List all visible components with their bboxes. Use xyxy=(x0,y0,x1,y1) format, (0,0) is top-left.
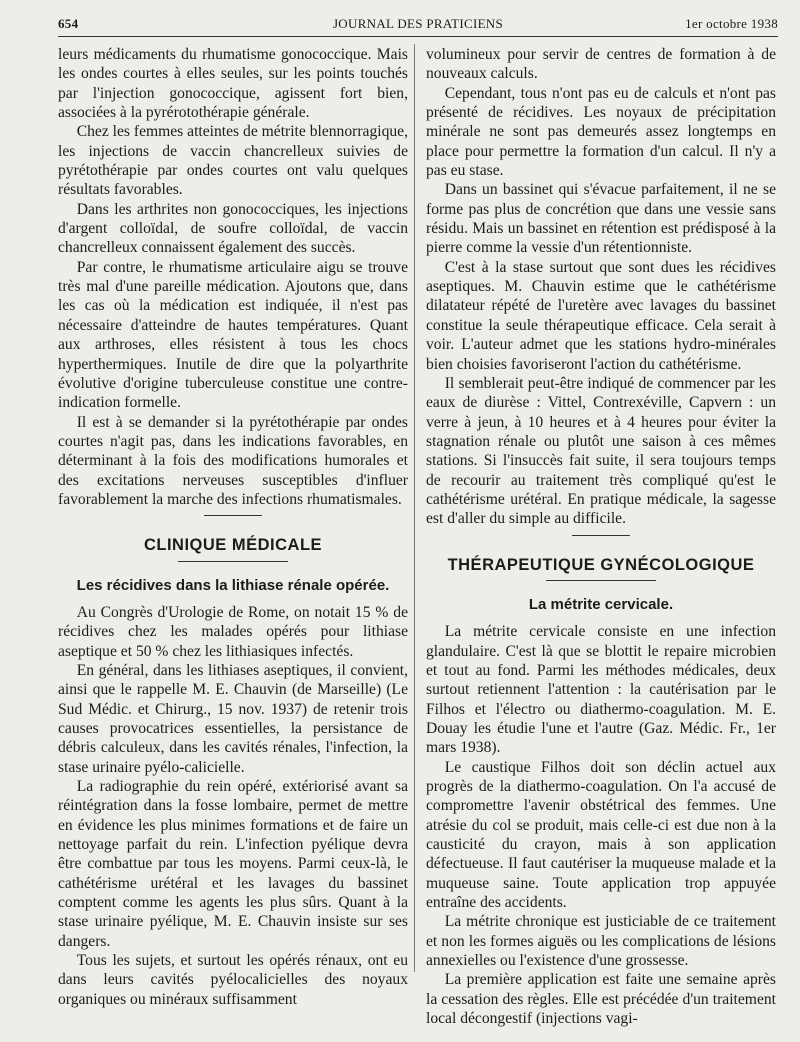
running-header xyxy=(58,12,778,37)
article-title-lithiase: Les récidives dans la lithiase rénale opérée. xyxy=(76,576,390,594)
paragraph: Dans un bassinet qui s'évacue parfaitement, il ne se forme pas plus de concrétion que dans une vessie sans résidu. Mais un bassinet en rétention est prédisposé à la pierre comme la vessie d'un rétentionniste. xyxy=(426,181,776,257)
paragraph: La radiographie du rein opéré, extériorisé avant sa réintégration dans la fosse lombaire, permet de mettre en évidence les plus minimes formations et de faire un nettoyage parfait du rein. L'infection pyélique devra être combattue par tous les moyens. Parmi ceux-là, le cathétérisme urétéral et les lavages du bassinet comptent comme les agents les plus sûrs. Quant à la stase urinaire pyélique, M. E. Chauvin insiste sur ses dangers. xyxy=(58,778,408,950)
paragraph: Il est à se demander si la pyrétothérapie par ondes courtes n'agit pas, dans les indications favorables, en déterminant à la fois des modifications humorales et des excitations nerveuses susceptibles d'influer favorablement la marche des infections rhumatismales. xyxy=(58,413,408,508)
paragraph: Tous les sujets, et surtout les opérés rénaux, ont eu dans leurs cavités pyélocalicielles des noyaux organiques ou minéraux suffisamment xyxy=(58,952,408,1008)
paragraph: La métrite cervicale consiste en une infection glandulaire. C'est là que se blottit le repaire microbien et tout au fond. Parmi les méthodes médicales, deux surtout retiennent l'attention : la cautérisation par le Filhos et l'électro ou diathermo-coagulation. M. E. Douay les étudie l'une et l'autre (Gaz. Médic. Fr., 1er mars 1938). xyxy=(426,623,776,757)
paragraph: En général, dans les lithiases aseptiques, il convient, ainsi que le rappelle M. E. Chauvin (de Marseille) (Le Sud Médic. et Chirurg., 15 nov. 1937) de retenir trois causes provocatrices essentielles, la persistance de débris calculeux, dans les cavités rénales, l'infection, la stase urinaire pyélo-calicielle. xyxy=(58,661,408,776)
section-heading-therapeutique: THÉRAPEUTIQUE GYNÉCOLOGIQUE xyxy=(447,555,755,574)
issue-date: 1er octobre 1938 xyxy=(685,16,778,31)
paragraph: Dans les arthrites non gonococciques, les injections d'argent colloïdal, de soufre colloïdal, de vaccin chancrelleux connaissent également des succès. xyxy=(58,200,408,257)
paragraph: volumineux pour servir de centres de formation à de nouveaux calculs. xyxy=(426,46,776,83)
paragraph: C'est à la stase surtout que sont dues les récidives aseptiques. M. Chauvin estime que le cathétérisme dilatateur répété de l'uretère avec lavages du bassinet constitue la seule thérapeutique efficace. Cela serait à voir. L'auteur admet que les stations hydro-minérales bien choisies favoriseront l'action du cathétérisme. xyxy=(426,258,776,373)
left-column xyxy=(58,45,408,1009)
paragraph: Au Congrès d'Urologie de Rome, on notait 15 % de récidives chez les malades opérés pour lithiase aseptique et 50 % chez les lithiasiques infectés. xyxy=(58,603,408,660)
paragraph: La métrite chronique est justiciable de ce traitement et non les formes aiguës ou les complications de lésions annexielles ou l'existence d'une grossesse. xyxy=(426,913,776,970)
paragraph: leurs médicaments du rhumatisme gonococcique. Mais les ondes courtes à elles seules, sur les points touchés par l'injection gonococcique, agissent fort bien, associées à la pyrérotothérapie générale. xyxy=(58,46,408,122)
paragraph: La première application est faite une semaine après la cessation des règles. Elle est précédée d'un traitement local décongestif (injections vagi- xyxy=(426,971,776,1028)
article-title-metrite: La métrite cervicale. xyxy=(528,595,674,613)
page-number: 654 xyxy=(58,16,79,31)
paragraph: Le caustique Filhos doit son déclin actuel aux progrès de la diathermo-coagulation. On l'a accusé de compromettre l'avenir obstétrical des femmes. Une atrésie du col se produit, mais celle-ci est due non à la causticité du crayon, mais à son application défectueuse. Il faut cautériser la muqueuse malade et la muqueuse saine. Toute application trop appuyée entraîne des accidents. xyxy=(426,758,776,912)
paragraph: Cependant, tous n'ont pas eu de calculs et n'ont pas présenté de récidives. Les noyaux de précipitation minérale ne sont pas demeurés assez longtemps en place pour permettre la formation d'un calcul. Il n'y a pas eu stase. xyxy=(426,84,776,180)
right-column xyxy=(426,45,776,1029)
paragraph: Chez les femmes atteintes de métrite blennorragique, les injections de vaccin chancrelleux suivies de pyrétothérapie par ondes courtes ont valu quelques résultats favorables. xyxy=(58,123,408,199)
paragraph: Par contre, le rhumatisme articulaire aigu se trouve très mal d'une pareille médication. Ajoutons que, dans les cas où la médication est indiquée, il n'est pas nécessaire d'atteindre de hautes températures. Quant aux arthroses, elles résistent à tous les chocs hyperthermiques. Inutile de dire que la polyarthrite évolutive d'origine tuberculeuse constitue une contre-indication formelle. xyxy=(58,258,408,412)
column-divider xyxy=(414,44,415,972)
paragraph: Il semblerait peut-être indiqué de commencer par les eaux de diurèse : Vittel, Contrexéville, Capvern : un verre à jeun, à 10 heures et à 4 heures pour éviter la stagnation rénale ou plutôt une saison à ces mêmes stations. Si l'insuccès fait suite, il sera toujours temps de recourir au traitement très compliqué qu'est le cathétérisme urétéral. En pratique médicale, la sagesse est d'aller du simple au difficile. xyxy=(426,374,776,528)
section-heading-clinique: CLINIQUE MÉDICALE xyxy=(143,536,323,555)
journal-title: JOURNAL DES PRATICIENS xyxy=(332,16,504,31)
